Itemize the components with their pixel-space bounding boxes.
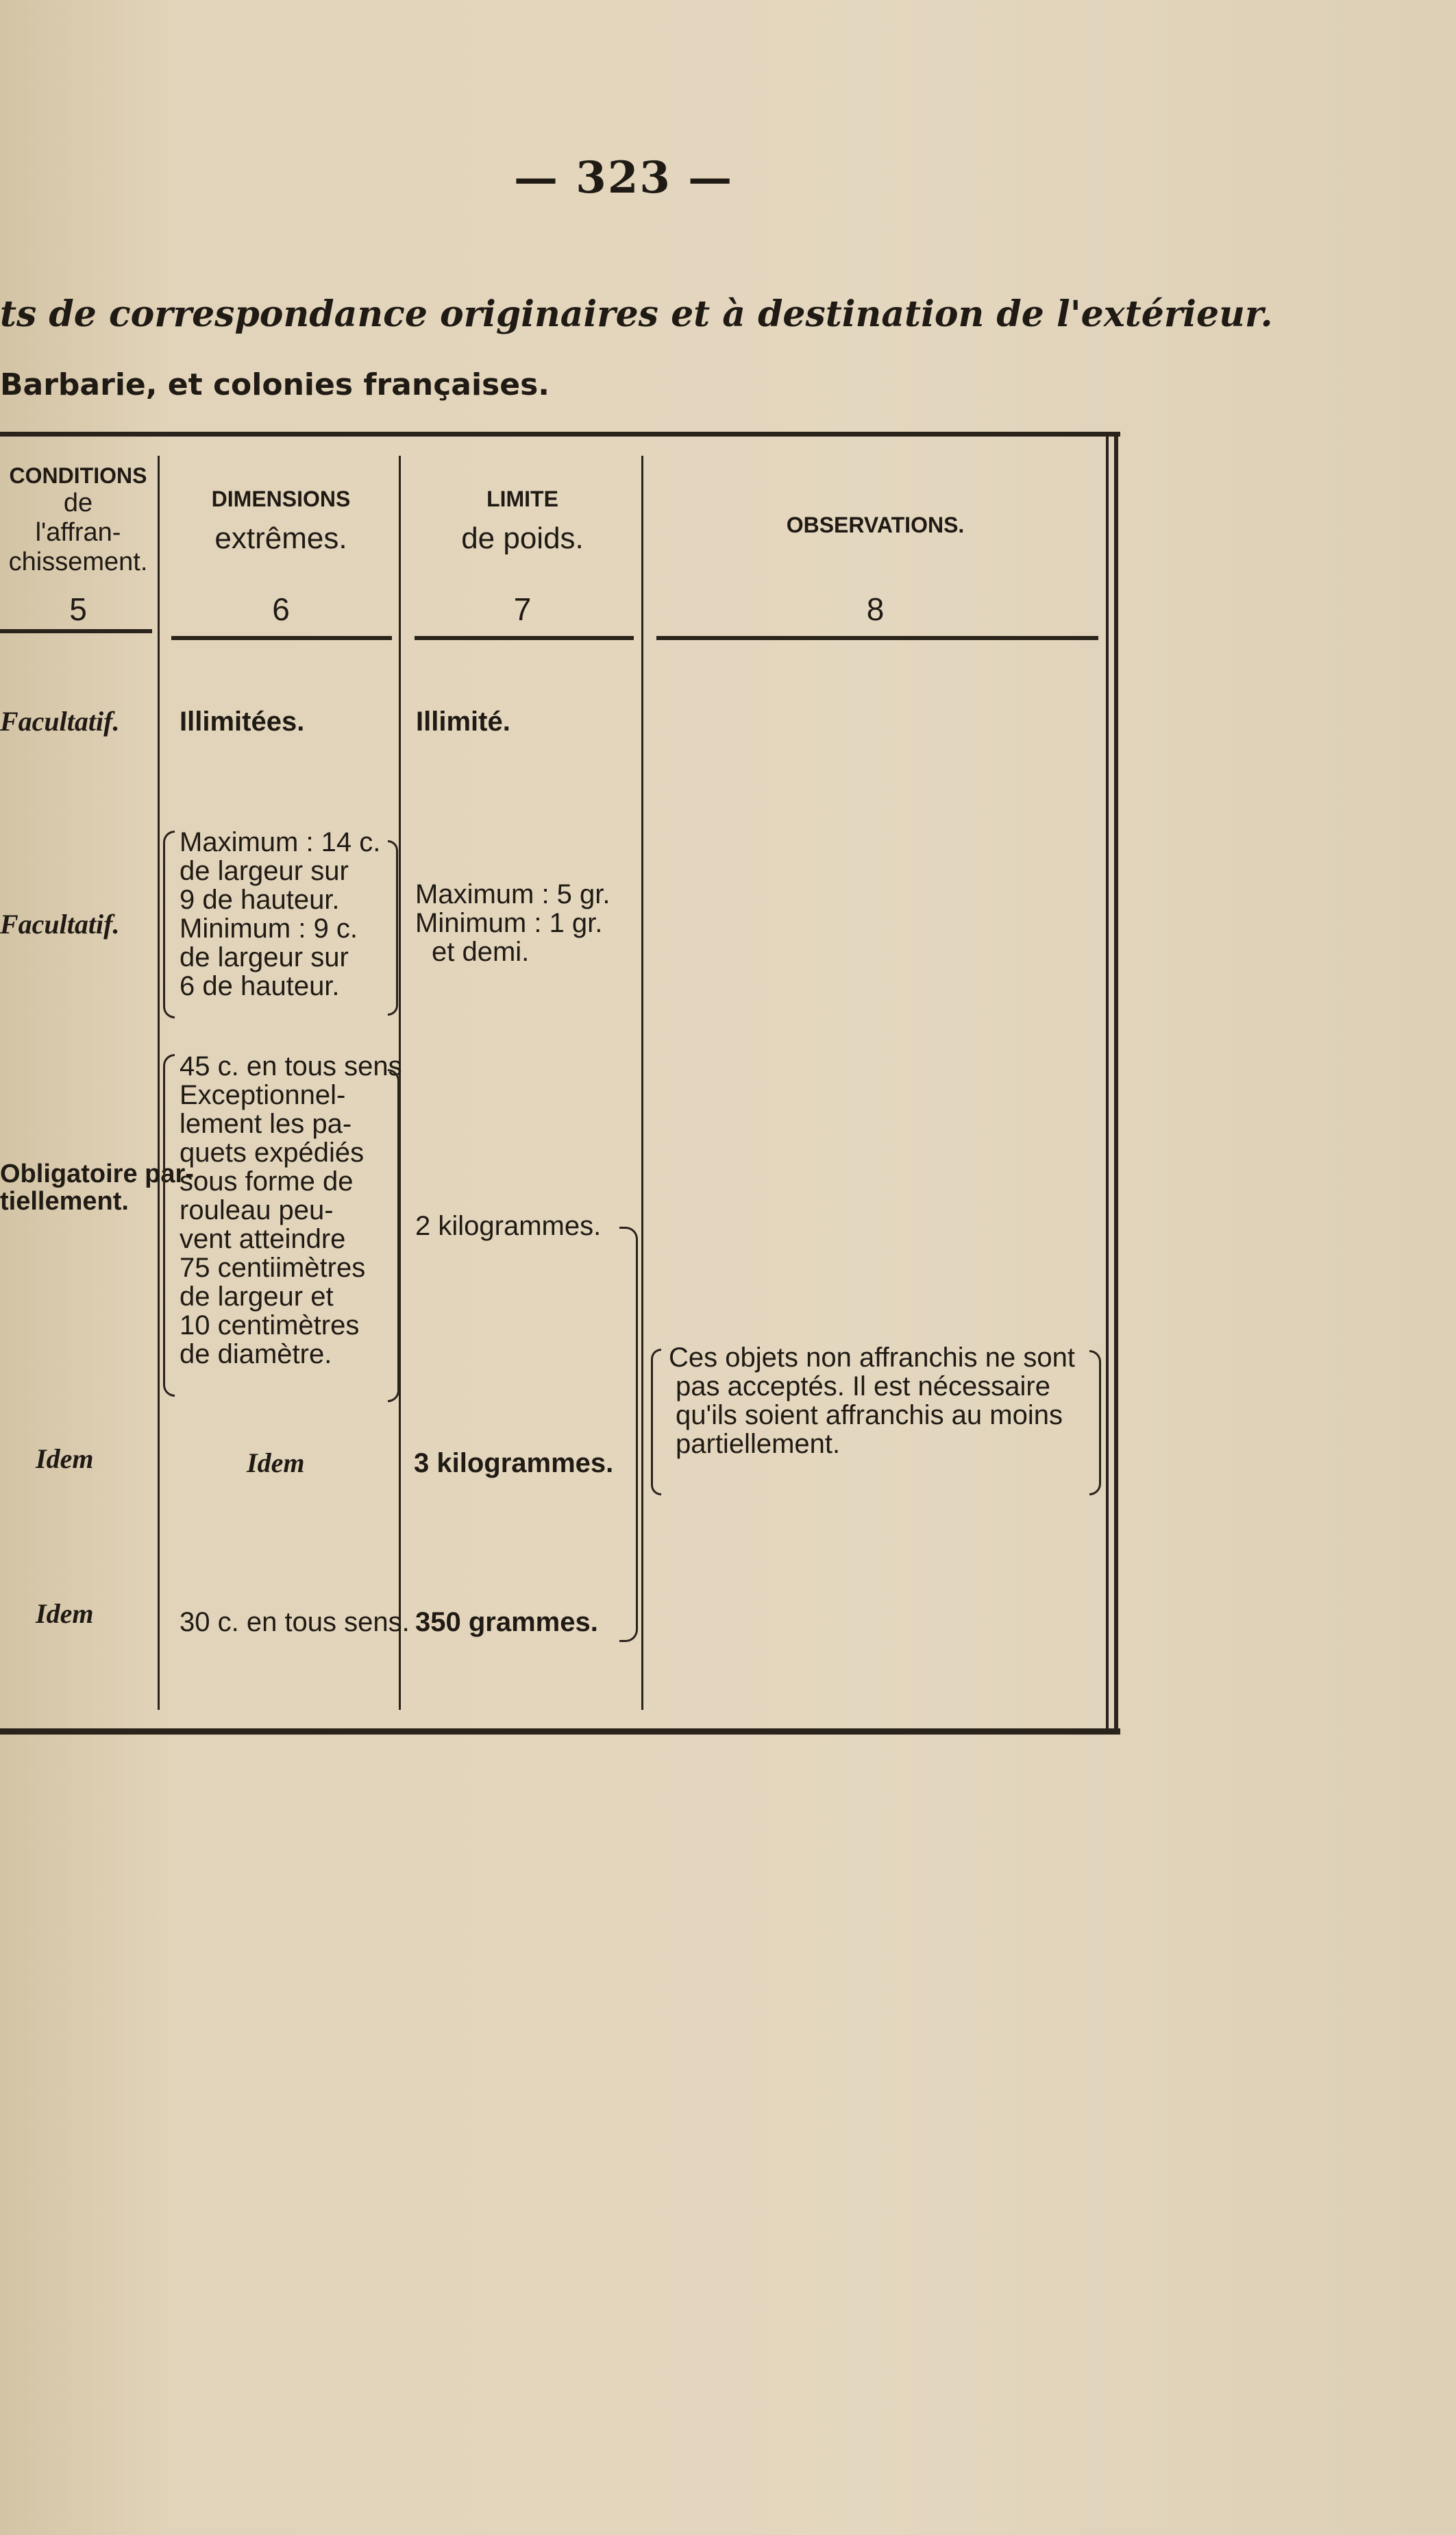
- header-conditions: [0, 463, 156, 577]
- row3-dim-line5: sous forme de: [180, 1166, 354, 1197]
- obs-line2: pas acceptés. Il est nécessaire: [676, 1371, 1050, 1401]
- row2-lim-line3: et demi.: [432, 937, 530, 967]
- row2-dim-line4: Minimum : 9 c.: [180, 914, 358, 944]
- table-top-rule: [0, 432, 1120, 437]
- column-rule-7-8: [641, 456, 643, 1710]
- row1-conditions: Facultatif.: [0, 706, 120, 737]
- row2-limite-text: [415, 880, 610, 966]
- row2-dimensions-closing-brace: [388, 840, 398, 1016]
- row2-dimensions-brace: [163, 831, 175, 1018]
- row2-dim-line6: 6 de hauteur.: [180, 971, 340, 1001]
- row4-dimensions: Idem: [247, 1447, 305, 1478]
- row3-cond-line1: Obligatoire par-: [0, 1160, 194, 1188]
- obs-line1: Ces objets non affranchis ne sont: [669, 1343, 1075, 1373]
- header-rule-8: [656, 636, 1098, 640]
- header-observations-line1: OBSERVATIONS.: [786, 513, 965, 537]
- column-number-8: 8: [866, 591, 885, 627]
- row3-dimensions-closing-brace: [388, 1069, 399, 1402]
- table-right-inner-rule: [1106, 436, 1109, 1731]
- header-rule-6: [171, 636, 392, 640]
- row3-cond-line2: tiellement.: [0, 1186, 129, 1216]
- header-limite: [404, 487, 641, 556]
- header-rule-7: [415, 636, 634, 640]
- row5-dimensions: 30 c. en tous sens.: [180, 1607, 410, 1637]
- row4-limite: 3 kilogrammes.: [414, 1448, 614, 1478]
- row2-dim-line2: de largeur sur: [180, 856, 349, 886]
- row3-dim-line10: 10 centimètres: [180, 1310, 360, 1340]
- page-number: — 323 —: [514, 152, 734, 204]
- header-conditions-line4: chissement.: [8, 548, 148, 576]
- header-dimensions: [164, 487, 397, 556]
- column-number-6: 6: [272, 591, 290, 627]
- row3-dim-line2: Exceptionnel-: [180, 1080, 346, 1110]
- row3-dim-line8: 75 centiimètres: [180, 1253, 366, 1283]
- row2-lim-line1: Maximum : 5 gr.: [415, 879, 610, 909]
- table-bottom-rule: [0, 1728, 1120, 1735]
- row1-dimensions: Illimitées.: [180, 707, 305, 737]
- row5-limite: 350 grammes.: [415, 1607, 598, 1637]
- row3-limite: 2 kilogrammes.: [415, 1211, 602, 1241]
- row3-dimensions-text: [180, 1052, 402, 1369]
- row2-dim-line5: de largeur sur: [180, 942, 349, 972]
- row3-dim-line3: lement les pa-: [180, 1109, 352, 1139]
- row3-dim-line9: de largeur et: [180, 1282, 334, 1312]
- header-dimensions-line2: extrêmes.: [214, 522, 347, 555]
- limite-group-brace: [619, 1227, 638, 1642]
- row3-dim-line11: de diamètre.: [180, 1339, 332, 1369]
- row5-conditions: Idem: [36, 1598, 94, 1629]
- column-number-5: 5: [69, 591, 87, 627]
- row2-dimensions-text: [180, 828, 380, 1001]
- header-conditions-line3: l'affran-: [35, 518, 121, 547]
- table-right-outer-rule: [1114, 436, 1118, 1731]
- row2-lim-line2: Minimum : 1 gr.: [415, 908, 603, 938]
- table-title: ts de correspondance originaires et à destination de l'extérieur.: [0, 293, 1273, 335]
- header-limite-line1: LIMITE: [486, 487, 558, 511]
- header-rule-5: [0, 629, 152, 633]
- column-rule-5-6: [158, 456, 160, 1710]
- header-limite-line2: de poids.: [461, 522, 584, 555]
- table-subtitle: Barbarie, et colonies françaises.: [0, 367, 550, 402]
- header-conditions-line2: de: [63, 489, 93, 517]
- column-number-7: 7: [513, 591, 532, 627]
- observations-closing-brace: [1089, 1350, 1101, 1495]
- row2-dim-line1: Maximum : 14 c.: [180, 827, 381, 857]
- header-dimensions-line1: DIMENSIONS: [211, 487, 351, 511]
- row3-dim-line6: rouleau peu-: [180, 1195, 334, 1225]
- row2-dim-line3: 9 de hauteur.: [180, 885, 340, 915]
- row3-dim-line4: quets expédiés: [180, 1138, 365, 1168]
- row3-dim-line7: vent atteindre: [180, 1224, 346, 1254]
- row1-limite: Illimité.: [416, 707, 510, 737]
- observations-note: [669, 1343, 1075, 1458]
- row4-conditions: Idem: [36, 1443, 94, 1474]
- obs-line4: partiellement.: [676, 1429, 841, 1459]
- row3-dimensions-brace: [163, 1054, 175, 1397]
- header-observations: [647, 513, 1103, 538]
- obs-line3: qu'ils soient affranchis au moins: [676, 1400, 1063, 1430]
- header-conditions-line1: CONDITIONS: [9, 463, 147, 488]
- observations-brace: [651, 1349, 661, 1495]
- row3-dim-line1: 45 c. en tous sens: [180, 1051, 402, 1081]
- row2-conditions: Facultatif.: [0, 909, 120, 940]
